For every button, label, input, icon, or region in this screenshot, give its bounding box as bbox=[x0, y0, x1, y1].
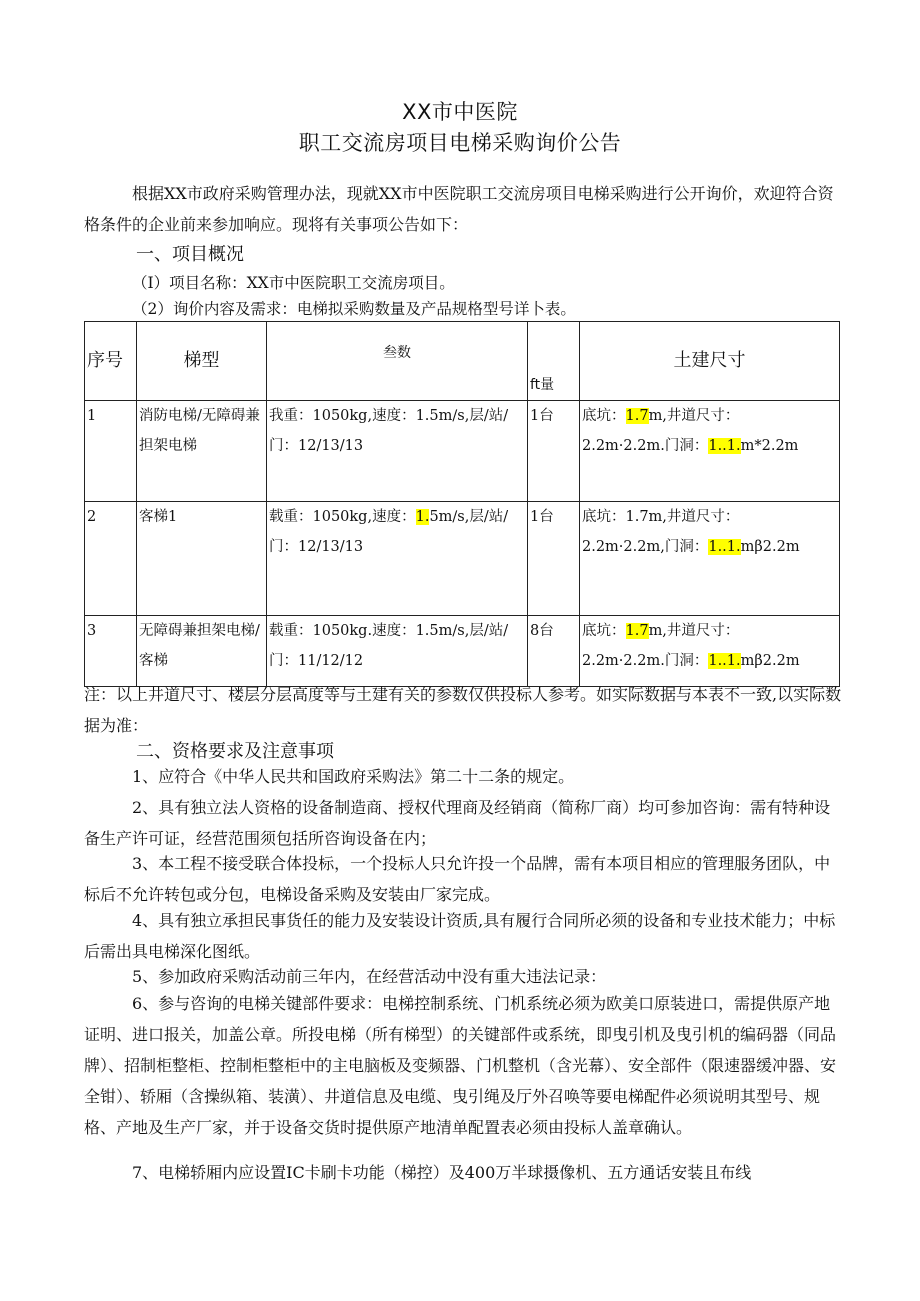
cell-no: 2 bbox=[85, 502, 137, 616]
cell-type: 无障碍兼担架电梯/客梯 bbox=[137, 616, 267, 687]
header-civil: 土建尺寸 bbox=[580, 322, 840, 401]
table-row bbox=[85, 401, 840, 502]
cell-params: 我重：1050kg,速度：1.5m∕s,层/站/门：12/13/13 bbox=[267, 401, 528, 502]
section-heading-1: 一、项目概况 bbox=[136, 244, 244, 265]
title-line-2: 职工交流房项目电梯采购询价公告 bbox=[298, 131, 622, 155]
highlight: 1..1. bbox=[708, 653, 741, 669]
cell-qty: 1台 bbox=[528, 502, 580, 616]
cell-no: 3 bbox=[85, 616, 137, 687]
elevator-spec-table bbox=[84, 321, 840, 687]
header-no: 序号 bbox=[85, 322, 137, 401]
cell-params: 载重：1050kg.速度：1.5m∕s,层/站/门：11/12/12 bbox=[267, 616, 528, 687]
requirement-5: 5、参加政府采购活动前三年内，在经营活动中没有重大违法记录： bbox=[132, 967, 607, 986]
cell-civil: 底坑：1.7m,井道尺寸： 2.2m·2.2m,门洞：1..1.mβ2.2m bbox=[580, 502, 840, 616]
requirement-6: 6、参与咨询的电梯关键部件要求：电梯控制系统、门机系统必须为欧美口原装进口，需提供原产地证明、进口报关，加盖公章。所投电梯（所有梯型）的关键部件或系统，即曳引机及曳引机的编码器（同品牌）、招制柜整柜、控制柜整柜中的主电脑板及变频器、门机整机（含光幕）、安全部件（限速器缓冲器、安全钳）、轿厢（含操纵箱、装潢）、井道信息及电缆、曳引绳及厅外召唤等要电梯配件必须说明其型号、规格、产地及生产厂家，并于设备交货时提供原产地清单配置表必须由投标人盖章确认。 bbox=[84, 994, 837, 1137]
requirement-2: 2、具有独立法人资格的设备制造商、授权代理商及经销商（简称厂商）均可参加咨询：需有特种设备生产许可证，经营范围须包括所咨询设备在内； bbox=[84, 798, 831, 848]
cell-civil: 底坑：1.7m,井道尺寸： 2.2m·2.2m.门洞：1..1.mβ2.2m bbox=[580, 616, 840, 687]
table-row bbox=[85, 502, 840, 616]
table-note: 注：以上井道尺寸、楼层分层高度等与土建有关的参数仅供投标人参考。如实际数据与本表不一致,以实际数据为准： bbox=[84, 685, 842, 735]
highlight: 1..1. bbox=[708, 539, 741, 555]
header-qty: ft量 bbox=[528, 322, 580, 401]
highlight: 1..1. bbox=[708, 438, 741, 454]
cell-no: 1 bbox=[85, 401, 137, 502]
cell-civil: 底坑：1.7m,井道尺寸： 2.2m·2.2m.门洞：1..1.m*2.2m bbox=[580, 401, 840, 502]
requirement-1: 1、应符合《中华人民共和国政府采购法》第二十二条的规定。 bbox=[132, 767, 575, 786]
highlight: 1. bbox=[415, 509, 430, 525]
highlight: 1.7 bbox=[625, 623, 649, 639]
project-name-item: （I）项目名称：XX市中医院职工交流房项目。 bbox=[132, 274, 455, 292]
cell-qty: 8台 bbox=[528, 616, 580, 687]
highlight: 1.7 bbox=[625, 408, 649, 424]
requirement-7: 7、电梯轿厢内应设置IC卡刷卡功能（梯控）及400万半球摄像机、五方通话安装且布线 bbox=[132, 1163, 752, 1182]
inquiry-content-item: （2）询价内容及需求：电梯拟采购数量及产品规格型号详卜表。 bbox=[132, 300, 576, 318]
cell-type: 客梯1 bbox=[137, 502, 267, 616]
section-heading-2: 二、资格要求及注意事项 bbox=[136, 741, 334, 762]
cell-qty: 1台 bbox=[528, 401, 580, 502]
table-header-row bbox=[85, 322, 840, 401]
cell-type: 消防电梯/无障碍兼担架电梯 bbox=[137, 401, 267, 502]
intro-paragraph: 根据XX市政府采购管理办法，现就XX市中医院职工交流房项目电梯采购进行公开询价，欢迎符合资格条件的企业前来参加响应。现将有关事项公告如下： bbox=[84, 184, 834, 234]
title-line-1: XX市中医院 bbox=[402, 100, 518, 124]
header-type: 梯型 bbox=[137, 322, 267, 401]
requirement-3: 3、本工程不接受联合体投标，一个投标人只允许投一个品牌，需有本项目相应的管理服务团队，中标后不允许转包或分包，电梯设备采购及安装由厂家完成。 bbox=[84, 854, 831, 904]
table-row bbox=[85, 616, 840, 687]
cell-params: 载重：1050kg,速度：1.5m∕s,层/站/门：12/13/13 bbox=[267, 502, 528, 616]
header-params: 叁数 bbox=[267, 322, 528, 401]
requirement-4: 4、具有独立承担民事货任的能力及安装设计资质,具有履行合同所必须的设备和专业技术能力；中标后需出具电梯深化图纸。 bbox=[84, 911, 836, 961]
